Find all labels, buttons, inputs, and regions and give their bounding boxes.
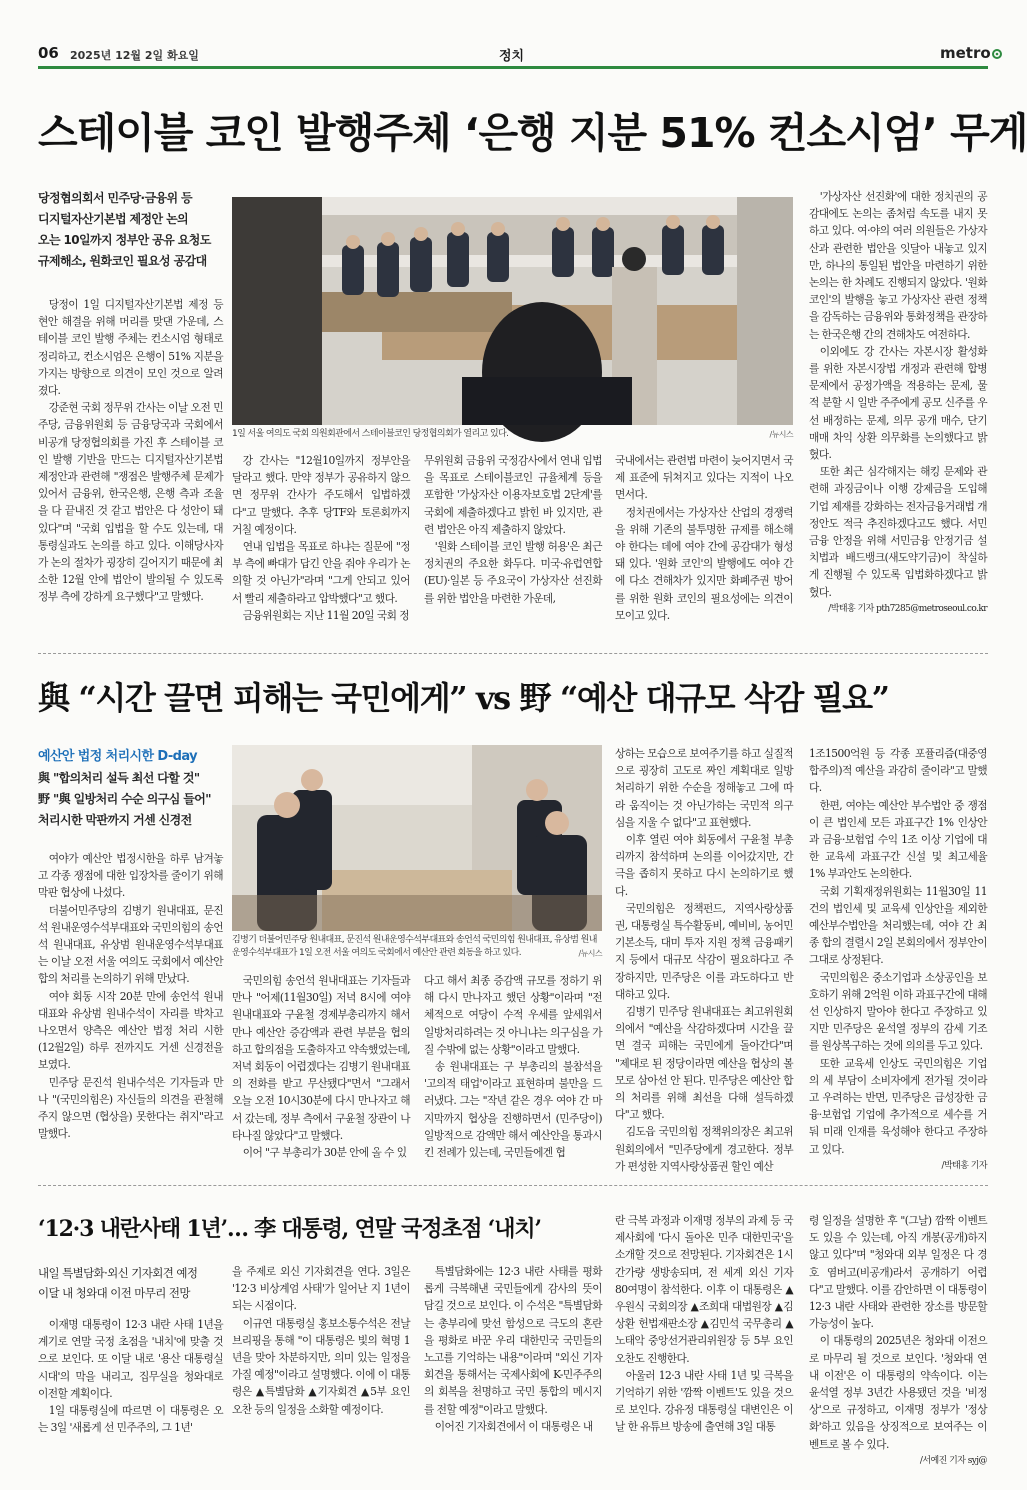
column-a3-3 [424,1263,602,1445]
paragraph: 여야가 예산안 법정시한을 하루 남겨놓고 각종 쟁점에 대한 입장차를 줄이기 위해 막판 협상에 나섰다. [38,852,223,900]
newspaper-logo [940,44,1002,62]
subhead: 내일 특별담화·외신 기자회견 예정 [38,1266,198,1280]
column-a2-1 [38,850,223,1162]
subhead: 野 "與 일방처리 수순 의구심 들어" [38,792,211,806]
paragraph: 이재명 대통령이 12·3 내란 사태 1년을 계기로 연말 국정 초점을 '내치'에 맞출 것으로 보인다. 또 이달 내로 '용산 대통령실 시대'의 막을 내리고, 집무실을 청와대로 이전할 계획이다. [38,1318,223,1400]
paragraph: 금융위원회는 지난 11월 20일 국회 정 [242,608,409,622]
logo-text: metro [940,44,991,62]
column-a3-2 [232,1263,410,1445]
paragraph: 국민의힘 송언석 원내대표는 기자들과 만나 "어제(11월30일) 저녁 8시에 여야 원내대표와 구윤철 경제부총리까지 해서 만나 예산안 증감액과 관련 부분을 협의 하고 합의점을 도출하자고 약속했었는데, 저녁 회동이 어렵겠다는 김병기 원내대표의 전화를 받고 무산됐다"면서 "그래서 오늘 오전 10시30분에 다시 만나자고 해서 갔는데, 정부 측에서 구윤철 장관이 나타나질 않았다"고 말했다. [232,974,410,1142]
paragraph: 다고 해서 최종 증감액 규모를 정하기 위해 다시 만나자고 했던 상황"이라며 "전체적으로 여당이 수적 우세를 앞세워서 일방처리하려는 것 아니냐는 의구심을 가질 수밖에 없는 상황"이라고 말했다. [424,974,602,1056]
column-a2-4 [615,745,793,1173]
paragraph: 연내 입법을 목표로 하냐는 질문에 "정부 측에 빠대가 답긴 안을 줘야 우리가 논의할 것 아닌가"라며 "그게 안되고 있어서 빨리 제출하라고 압박했다"고 했다. [232,540,410,605]
paragraph: 이규연 대통령실 홍보소통수석은 전날 브리핑을 통해 "이 대통령은 빛의 혁명 1년을 맞아 차분하지만, 의미 있는 일정을 가질 예정"이라고 설명했다. 이에 이 대통령은 ▲특별담화 ▲기자회견 ▲5부 요인 오찬 등의 일정을 소화할 예정이다. [232,1316,410,1416]
paragraph: 여야 회동 시작 20분 만에 송언석 원내대표와 유상범 원내수석이 자리를 박차고 나오면서 양측은 예산안 법정 처리 시한(12월2일) 하루 전까지도 거센 신경전을 보였다. [38,989,223,1072]
section-name: 정치 [499,49,525,64]
column-a1-5 [809,188,987,628]
paragraph: 김도읍 국민의힘 정책위의장은 최고위원회의에서 "민주당에게 경고한다. 정부가 편성한 지역사랑상품권 할인 예산 [615,1125,793,1173]
paragraph: 란 극복 과정과 이재명 정부의 과제 등 국제사회에 '다시 돌아온 민주 대한민국'을 소개할 것으로 전망된다. 기자회견은 1시간가량 생방송되며, 전 세계 외신 기자 80여명이 참석한다. 이후 이 대통령은 ▲우원식 국회의장 ▲조희대 대법원장 ▲김상환 헌법재판소장 ▲김민석 국무총리 ▲노태악 중앙선거관리위원장 등 5부 요인 오찬도 진행한다. [615,1214,793,1365]
paragraph: 령 일정을 설명한 후 "(그날) 깜짝 이벤트도 있을 수 있는데, 아직 개봉(공개)하지 않고 있다"며 "청와대 외부 일정은 다 경호 염버고(비공개)라서 공개하기 어렵다"고 말했다. 이를 감안하면 이 대통령이 12·3 내란 사태와 관련한 장소를 방문할 가능성이 높다. [809,1214,987,1331]
subhead: 오는 10일까지 정부안 공유 요청도 [38,233,211,247]
paragraph: 국민의힘은 중소기업과 소상공인을 보호하기 위해 2억원 이하 과표구간에 대해선 인상하지 말아야 한다고 주장하고 있지만 민주당은 윤석열 정부의 감세 기조를 원상복구하는 것에 의의를 두고 있다. [809,970,987,1053]
photo-credit: /뉴시스 [578,949,602,958]
paragraph: 무위원회 금융위 국정감사에서 연내 입법을 목표로 스테이블코인 규율체계 등을 포함한 '가상자산 이용자보호법 2단계'를 국회에 제출하겠다고 밝힌 바 있지만, 관련 법안은 아직 제출하지 않았다. [424,454,602,536]
photo-credit: /뉴시스 [769,430,793,439]
issue-date: 2025년 12월 2일 화요일 [70,49,199,62]
byline: /서예진 기자 syj@ [919,1455,987,1466]
photo-caption-budget [232,934,602,962]
page-number: 06 [38,44,59,62]
paragraph: 이 대통령의 2025년은 청와대 이전으로 마무리 될 것으로 보인다. '청와대 연내 이전'은 이 대통령의 약속이다. 이는 윤석열 정부 3년간 사용됐던 것을 '비정상'으로 규정하고, 이재명 정부가 '정상화'하고 있음을 상징적으로 보여주는 이벤트로 볼 수 있다. [809,1334,987,1451]
paragraph: '원화 스테이블 코인 발행 허용'은 최근 정치권의 주요한 화두다. 미국·유럽연합(EU)·일본 등 주요국이 가상자산 선진화를 위한 법안을 마련한 가운데, [424,540,602,605]
paragraph: 국내에서는 관련법 마련이 늦어지면서 국제 표준에 뒤쳐지고 있다는 지적이 나오면서다. [615,454,793,502]
paragraph: 송 원내대표는 구 부총리의 불참석을 '고의적 태업'이라고 표현하며 불만을 드러냈다. 그는 "작년 같은 경우 여야 간 마지막까지 협상을 진행하면서 (민주당이) 일방적으로 감액만 해서 예산안을 통과시킨 전례가 있는데, 국민들에겐 협 [424,1060,602,1160]
subtitle-budget: 예산안 법정 처리시한 D-day [38,749,197,764]
paragraph: 이어진 기자회견에서 이 대통령은 내 [434,1419,593,1433]
paragraph: 더불어민주당의 김병기 원내대표, 문진석 원내운영수석부대표와 국민의힘의 송언석 원내대표, 유상범 원내운영수석부대표는 이날 오전 서울 여의도 국회에서 예산안 합의 처리를 논의하기 위해 만났다. [38,903,223,986]
byline: /박태홍 기자 pth7285@metroseoul.co.kr [828,603,987,614]
paragraph: 특별담화에는 12·3 내란 사태를 평화롭게 극복해낸 국민들에게 감사의 뜻이 담길 것으로 보인다. 이 수석은 "특별담화는 총부리에 맞선 함성으로 극도의 혼란을 평화로 바꾼 우리 대한민국 국민들의 노고를 기억하는 내용"이라며 "외신 기자회견을 통해서는 국제사회에 K-민주주의의 회복을 천명하고 국민 통합의 메시지를 전할 예정"이라고 말했다. [424,1265,602,1416]
paragraph: 이후 열린 여야 회동에서 구윤철 부총리까지 참석하며 논의를 이어갔지만, 간극을 좁히지 못하고 다시 논의하기로 했다. [615,833,793,898]
paragraph: 한편, 여야는 예산안 부수법안 중 쟁점이 큰 법인세 모든 과표구간 1% 인상안과 금융·보험업 수익 1조 이상 기업에 대한 교육세 과표구간 신설 및 최고세율 1% 부과안도 논의한다. [809,798,987,881]
headline-insurrection-anniversary: ‘12·3 내란사태 1년’… 李 대통령, 연말 국정초점 ‘내치’ [38,1216,541,1242]
subheads-insurrection [38,1263,228,1303]
byline: /박태홍 기자 [941,1160,987,1171]
logo-mark-icon [992,49,1002,59]
paragraph: 상하는 모습으로 보여주기를 하고 실질적으로 굉장히 고도로 짜인 계획대로 일방처리하기 위한 수순을 정해놓고 그에 따라 움직이는 것 아닌가하는 국민적 의구심을 지울 수 없다"고 표현했다. [615,747,793,829]
paragraph: 당정이 1일 디지털자산기본법 제정 등 현안 해결을 위해 머리를 맞댄 가운데, 스테이블 코인 발행 주체는 컨소시엄 형태로 정리하고, 컨소시엄은 은행이 51% 지분을 가지는 방향으로 의견이 모인 것으로 알려졌다. [38,298,223,398]
column-a2-3 [424,972,602,1162]
paragraph: 강준현 국회 정무위 간사는 이날 오전 민주당, 금융위원회 등 금융당국과 국회에서 비공개 당정협의회를 가진 후 스테이블 코인 발행 기반을 만드는 디지털자산기본법 제정안과 관련해 "쟁점은 발행주체 문제가 있어서 금융위, 한국은행, 은행 측과 조율을 다 끝내진 것 같고 법안은 다 성안이 돼 있다"며 "국회 입법을 할 수도 있는데, 대통령실과도 논의를 하고 있다. 이해당사자가 논의 절차가 굉장히 길어지기 때문에 최소한 12월 안에 법안이 발의될 수 있도록 정부 측에 강하게 요구했다"고 말했다. [38,401,223,604]
caption-text: 김병기 더불어민주당 원내대표, 문진석 원내운영수석부대표와 송언석 국민의힘 원내대표, 유상범 원내운영수석부대표가 1일 오전 서울 여의도 국회에서 예산안 관련 회동을 하고 있다. [232,935,597,958]
paragraph: 민주당 문진석 원내수석은 기자들과 만나 "(국민의힘은) 자신들의 의견을 관철해주지 않으면 (협상을) 못한다는 취지"라고 말했다. [38,1075,223,1141]
paragraph: 또한 최근 심각해지는 해킹 문제와 관련해 과징금이나 이행 강제금을 도입해 기업 제재를 강화하는 전자금융거래법 개정안도 적극 추진하겠다고도 했다. 서민금융 안정을 위해 서민금융 안정기금 설치법과 배드뱅크(새도약기금)이 착실하게 진행될 수 있도록 입법화하겠다고 밝혔다. [809,465,987,599]
column-a3-1 [38,1316,223,1446]
column-a1-1 [38,296,223,626]
headline-stablecoin: 스테이블 코인 발행주체 ‘은행 지분 51% 컨소시엄’ 무게 [38,109,1027,157]
paragraph: 이어 "구 부총리가 30분 안에 올 수 있 [242,1146,407,1160]
column-a2-5 [809,745,987,1171]
column-a2-2 [232,972,410,1162]
paragraph: '가상자산 선진화'에 대한 정치권의 공감대에도 논의는 좀처럼 속도를 내지 못하고 있다. 여·야의 여러 의원들은 가상자산과 관련한 법안을 잇달아 내놓고 있지만, 하나의 통일된 법안을 마련하기 위한 논의는 한 차례도 진행되지 않았다. '원화 코인'의 발행을 놓고 가상자산 관련 정책을 감독하는 금융위와 통화정책을 관장하는 한국은행 간의 견해차도 여전하다. [809,190,987,341]
paragraph: 정치권에서는 가상자산 산업의 경쟁력을 위해 기존의 불투명한 규제를 해소해야 한다는 데에 여야 간에 공감대가 형성돼 있다. '원화 코인'의 발행에도 여야 간에 다소 견해차가 있지만 화폐주권 방어를 위한 원화 코인의 필요성에는 의견이 모이고 있다. [615,505,793,622]
subhead: 규제해소, 원화코인 필요성 공감대 [38,254,207,268]
paragraph: 국회 기획재정위원회는 11월30일 11건의 법인세 및 교육세 인상안을 제외한 예산부수법안을 처리했는데, 여야 간 최종 합의 결렬시 2일 본회의에서 정부안이 그대로 상정된다. [809,884,987,967]
paragraph: 1조1500억원 등 각종 포퓰리즘(대중영합주의)적 예산을 과감히 줄이라"고 말했다. [809,747,987,795]
subhead: 이달 내 청와대 이전 마무리 전망 [38,1286,190,1300]
column-a1-3 [424,452,602,627]
paragraph: 강 간사는 "12월10일까지 정부안을 달라고 했다. 만약 정부가 공유하지 않으면 정무위 간사가 주도해서 입법하겠다"고 말했다. 추후 당TF와 토론회까지 거칠 예정이다. [232,454,410,536]
paragraph: 1일 대통령실에 따르면 이 대통령은 오는 3일 '새롭게 선 민주주의, 그 1년' [38,1404,223,1435]
subheads-budget [38,768,228,833]
paragraph: 또한 교육세 인상도 국민의힘은 기업의 세 부담이 소비자에게 전가될 것이라고 우려하는 반면, 민주당은 급성장한 금융·보험업 기업에 추가적으로 세수를 거둬 미래 인재를 육성해야 한다고 주장하고 있다. [809,1056,987,1156]
photo-party-government-meeting [232,197,793,425]
photo-floor-leaders-meeting [232,745,602,931]
subhead: 처리시한 막판까지 거센 신경전 [38,813,192,827]
caption-text: 1일 서울 여의도 국회 의원회관에서 스테이블코인 당정협의회가 열리고 있다. [232,429,509,439]
column-a1-2 [232,452,410,627]
header-rule [38,66,988,69]
column-a3-4 [615,1212,793,1445]
photo-caption-stablecoin [232,428,793,442]
headline-budget: 與 “시간 끌면 피해는 국민에게” vs 野 “예산 대규모 삭감 필요” [38,679,889,717]
paragraph: 아울러 12·3 내란 사태 1년 및 극복을 기억하기 위한 '깜짝 이벤트'도 있을 것으로 보인다. 강유정 대통령실 대변인은 이날 한 유튜브 방송에 출연해 3일 대통 [615,1368,793,1434]
subhead: 당정협의회서 민주당·금융위 등 [38,191,193,205]
paragraph: 김병기 민주당 원내대표는 최고위원회의에서 "예산을 삭감하겠다며 시간을 끌면 결국 피해는 국민에게 돌아간다"며 "제대로 된 정당이라면 예산을 협상의 볼모로 삼아선 안 된다. 민주당은 예산안 합의 처리를 위해 최선을 다해 설득하겠다"고 했다. [615,1005,793,1122]
subhead: 디지털자산기본법 제정안 논의 [38,212,189,226]
article-divider [38,653,988,654]
paragraph: 국민의힘은 정책펀드, 지역사랑상품권, 대통령실 특수활동비, 예비비, 농어민기본소득, 대미 투자 지원 정책 금융패키지 등에서 대규모 삭감이 필요하다고 주장하지만, 민주당은 이를 과도하다고 반대하고 있다. [615,901,793,1001]
column-a3-5 [809,1212,987,1466]
paragraph: 을 주제로 외신 기자회견을 연다. 3일은 '12·3 비상계엄 사태'가 일어난 지 1년이 되는 시점이다. [232,1265,410,1313]
paragraph: 이외에도 강 간사는 자본시장 활성화를 위한 자본시장법 개정과 관련해 합병 문제에서 공정가액을 적용하는 문제, 물적 분할 시 일반 주주에게 공모 신주를 우선 배정하는 문제, 의무 공개 매수, 단기 매매 차익 상환 의무화를 논의했다고 밝혔다. [809,344,987,462]
article-divider [38,1185,988,1186]
subhead: 與 "합의처리 설득 최선 다할 것" [38,771,200,785]
subheads-stablecoin [38,188,223,283]
column-a1-4 [615,452,793,627]
